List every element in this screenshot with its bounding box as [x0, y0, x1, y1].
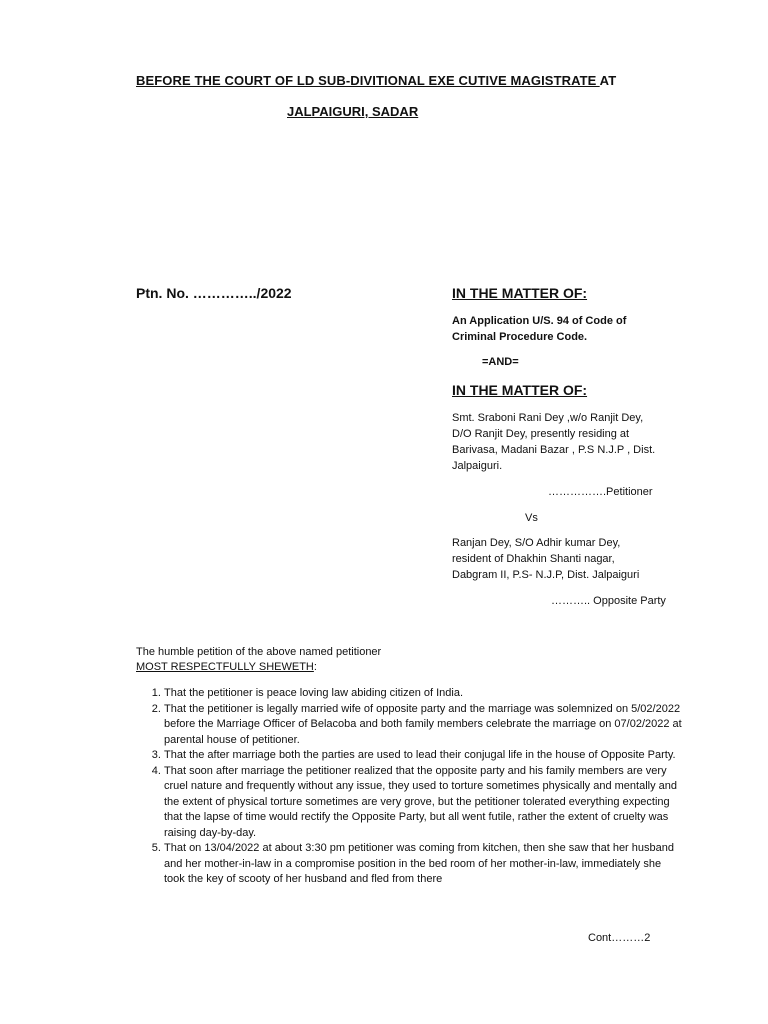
petition-number: Ptn. No. …………../2022	[136, 285, 292, 301]
matter-1-text	[452, 313, 692, 345]
list-item: 4. That soon after marriage the petitioner realized that the opposite party and his family members are very cruel nature and frequently without any issue, they used to torture sometimes physically and mentally and the extent of physical torture sometimes are very grove, but the petitioner tolerated everything expecting that the lapse of time would rectify the Opposite Party, but all went futile, rather the extent of cruelty was raising day-by-day.	[164, 764, 684, 842]
matter-heading-1: IN THE MATTER OF:	[452, 285, 588, 301]
opposite-party-details	[452, 535, 692, 583]
petitioner-line-3: Barivasa, Madani Bazar , P.S N.J.P , Dist.	[452, 444, 656, 456]
petition-intro	[136, 645, 381, 675]
petitioner-line-4: Jalpaiguri.	[452, 460, 503, 472]
court-place: JALPAIGURI, SADAR	[287, 104, 419, 119]
continued-marker: Cont………2	[588, 932, 651, 944]
matter-1-line-1: An Application U/S. 94 of Code of	[452, 315, 627, 327]
petition-points	[140, 686, 684, 888]
list-item: 3. That the after marriage both the parties are used to lead their conjugal life in the house of Opposite Party.	[164, 748, 684, 764]
court-title-tail: AT	[599, 73, 617, 88]
court-title	[136, 73, 616, 88]
sheweth-colon: :	[313, 661, 317, 673]
and-separator: =AND=	[482, 356, 519, 368]
list-item: 5. That on 13/04/2022 at about 3:30 pm petitioner was coming from kitchen, then she saw that her husband and her mother-in-law in a compromise position in the bed room of her mother-in-law, immediately she took the key of scooty of her husband and fled from there	[164, 841, 684, 888]
petitioner-role: …………….Petitioner	[548, 486, 653, 498]
opposite-line-3: Dabgram II, P.S- N.J.P, Dist. Jalpaiguri	[452, 569, 640, 581]
versus-label: Vs	[525, 512, 538, 524]
petitioner-details	[452, 410, 692, 474]
opposite-line-1: Ranjan Dey, S/O Adhir kumar Dey,	[452, 537, 621, 549]
intro-line: The humble petition of the above named petitioner	[136, 646, 382, 658]
sheweth-heading	[136, 660, 381, 675]
list-item: 1. That the petitioner is peace loving law abiding citizen of India.	[164, 686, 684, 702]
petitioner-line-1: Smt. Sraboni Rani Dey ,w/o Ranjit Dey,	[452, 412, 644, 424]
list-item: 2. That the petitioner is legally married wife of opposite party and the marriage was solemnized on 5/02/2022 before the Marriage Officer of Belacoba and both family members celebrate the marriage on 07/02/2022 at parental house of petitioner.	[164, 702, 684, 749]
sheweth-text: MOST RESPECTFULLY SHEWETH	[136, 661, 314, 673]
matter-heading-2: IN THE MATTER OF:	[452, 382, 588, 398]
court-title-underlined: BEFORE THE COURT OF LD SUB-DIVITIONAL EXE CUTIVE MAGISTRATE	[136, 73, 600, 88]
petitioner-line-2: D/O Ranjit Dey, presently residing at	[452, 428, 630, 440]
matter-1-line-2: Criminal Procedure Code.	[452, 331, 588, 343]
opposite-party-role: ……….. Opposite Party	[551, 595, 666, 607]
opposite-line-2: resident of Dhakhin Shanti nagar,	[452, 553, 615, 565]
